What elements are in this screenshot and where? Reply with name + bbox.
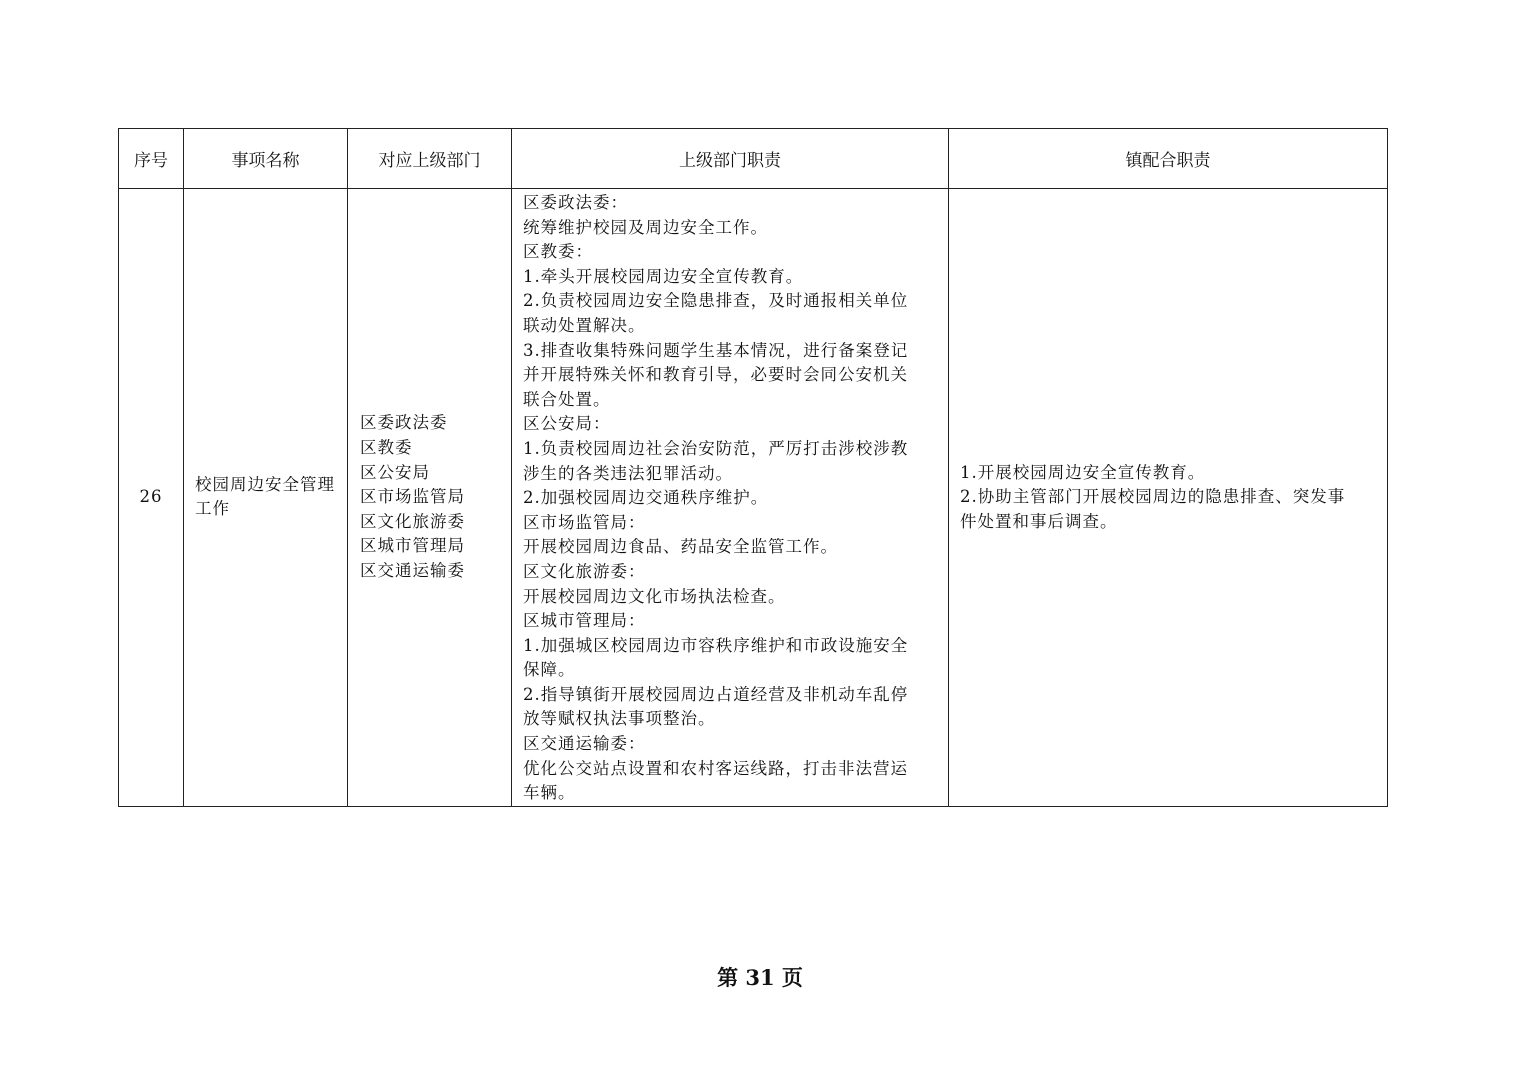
department-line: 区公安局 [360, 462, 430, 482]
duty-line: 保障。 [523, 660, 576, 680]
duty-line: 2.指导镇街开展校园周边占道经营及非机动车乱停 [523, 684, 909, 704]
row-superior-duty [512, 189, 949, 807]
duty-line: 统筹维护校园及周边安全工作。 [523, 217, 768, 237]
duty-line: 区委政法委： [523, 193, 628, 212]
header-superior-dept: 对应上级部门 [348, 129, 512, 189]
duty-line: 联动处置解决。 [523, 315, 646, 335]
duty-line: 放等赋权执法事项整治。 [523, 709, 716, 729]
header-seq: 序号 [119, 129, 184, 189]
duty-line: 区交通运输委： [523, 734, 646, 754]
duty-line: 并开展特殊关怀和教育引导，必要时会同公安机关 [523, 365, 908, 385]
table-row [119, 189, 1388, 807]
row-town-duty [949, 189, 1388, 807]
duty-line: 1.加强城区校园周边市容秩序维护和市政设施安全 [523, 635, 909, 655]
town-duty-line: 1.开展校园周边安全宣传教育。 [960, 462, 1206, 482]
duty-line: 2.负责校园周边安全隐患排查，及时通报相关单位 [523, 291, 909, 311]
duty-line: 优化公交站点设置和农村客运线路，打击非法营运 [523, 758, 908, 778]
department-line: 区委政法委 [360, 413, 448, 433]
duty-line: 3.排查收集特殊问题学生基本情况，进行备案登记 [523, 340, 909, 360]
duty-line: 1.负责校园周边社会治安防范，严厉打击涉校涉教 [523, 438, 909, 458]
department-line: 区市场监管局 [360, 487, 465, 507]
header-town-duty: 镇配合职责 [949, 129, 1388, 189]
row-seq: 26 [119, 189, 184, 807]
duty-line: 区城市管理局： [523, 611, 646, 631]
duty-line: 1.牵头开展校园周边安全宣传教育。 [523, 266, 804, 286]
duty-line: 区公安局： [523, 414, 611, 434]
department-line: 区文化旅游委 [360, 511, 465, 531]
duty-line: 区教委： [523, 242, 593, 262]
department-line: 区交通运输委 [360, 560, 465, 580]
duty-line: 开展校园周边文化市场执法检查。 [523, 586, 786, 606]
header-item-name: 事项名称 [184, 129, 348, 189]
duty-line: 联合处置。 [523, 389, 611, 409]
duty-line: 开展校园周边食品、药品安全监管工作。 [523, 537, 838, 557]
row-item-name: 校园周边安全管理工作 [184, 189, 348, 807]
header-superior-duty: 上级部门职责 [512, 129, 949, 189]
town-duty-line: 2.协助主管部门开展校园周边的隐患排查、突发事 [960, 487, 1346, 507]
duty-line: 区文化旅游委： [523, 561, 646, 581]
duty-line: 2.加强校园周边交通秩序维护。 [523, 488, 769, 508]
header-row [119, 129, 1388, 189]
page-number: 第 31 页 [717, 965, 803, 990]
duty-table [118, 128, 1388, 807]
row-departments [348, 189, 512, 807]
duty-line: 涉生的各类违法犯罪活动。 [523, 463, 733, 483]
town-duty-line: 件处置和事后调查。 [960, 511, 1118, 531]
duty-line: 区市场监管局： [523, 512, 646, 532]
department-line: 区教委 [360, 437, 413, 457]
duty-line: 车辆。 [523, 783, 576, 803]
department-line: 区城市管理局 [360, 536, 465, 556]
